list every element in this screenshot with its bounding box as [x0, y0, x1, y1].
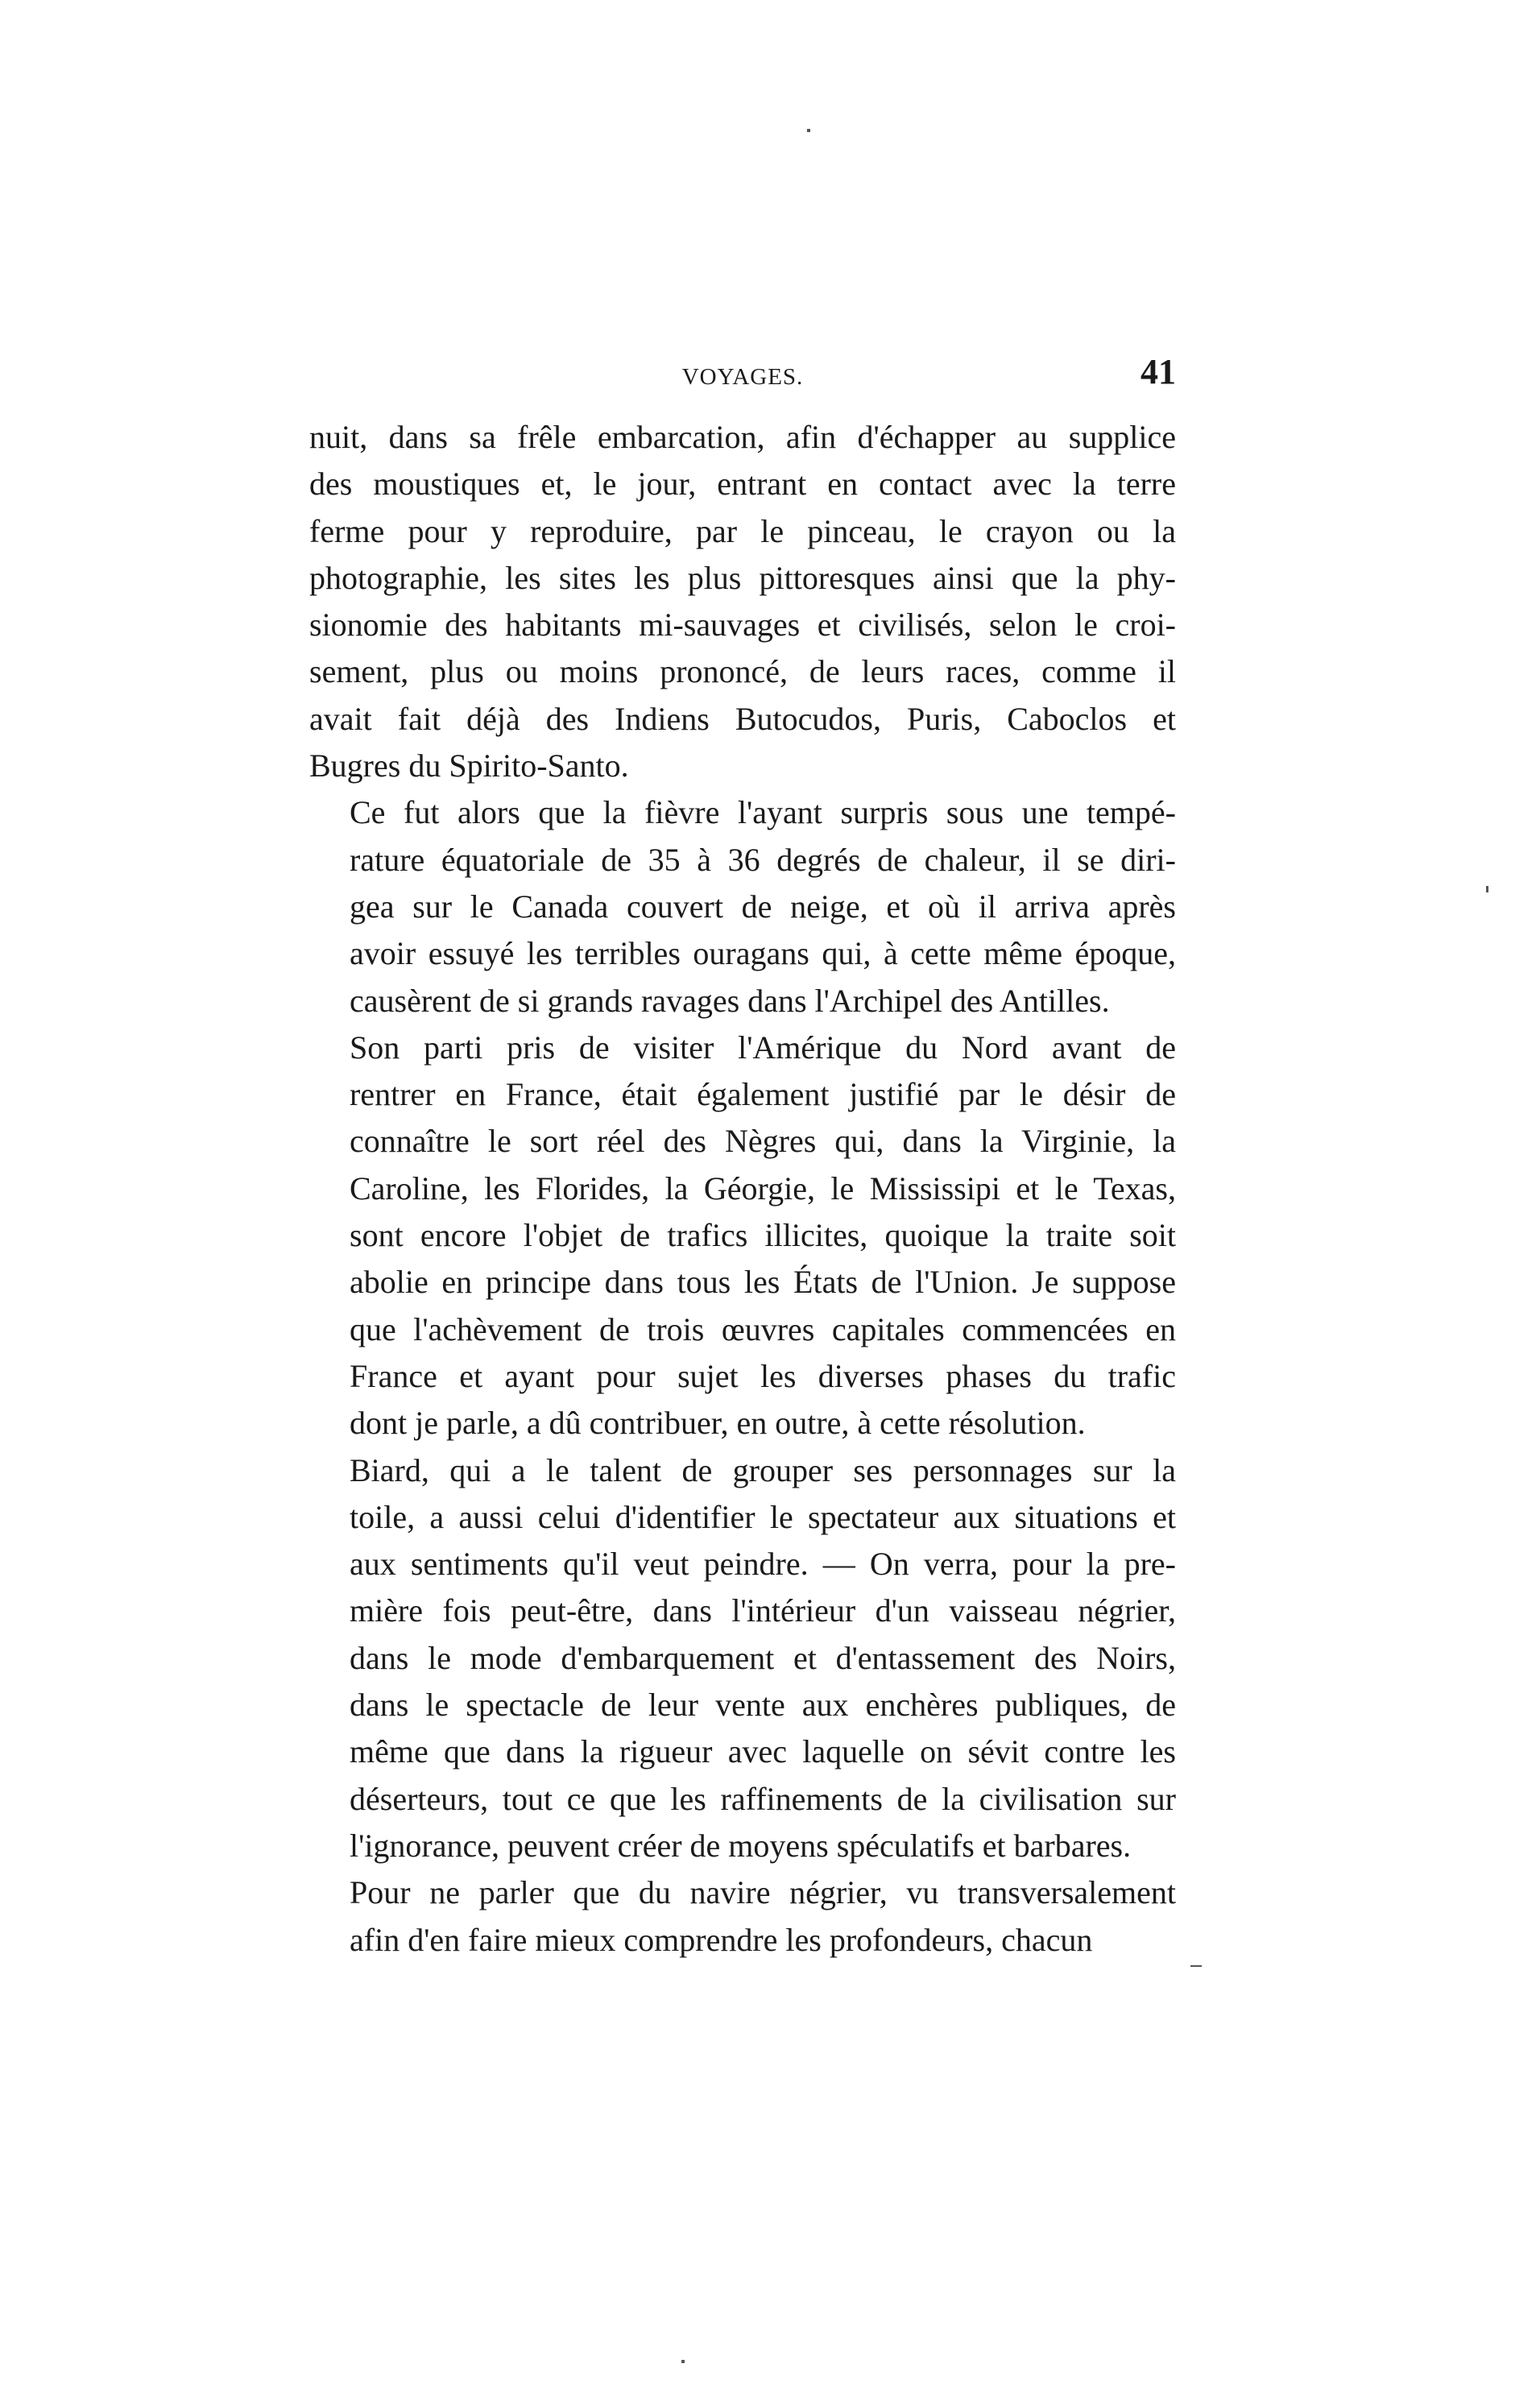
text-line: France et ayant pour sujet les diverses phases du trafic [350, 1357, 1176, 1394]
text-line: l'ignorance, peuvent créer de moyens spéculatifs et barbares. [350, 1827, 1132, 1864]
text-line: gea sur le Canada couvert de neige, et où il arriva après [350, 888, 1176, 925]
paragraph [309, 789, 1176, 1024]
scan-speck [1190, 1965, 1202, 1967]
text-line: causèrent de si grands ravages dans l'Archipel des Antilles. [350, 982, 1110, 1019]
text-line: avait fait déjà des Indiens Butocudos, Puris, Caboclos et [309, 700, 1176, 737]
text-line: photographie, les sites les plus pittoresques ainsi que la phy- [309, 559, 1176, 596]
text-line: aux sentiments qu'il veut peindre. — On verra, pour la pre- [350, 1546, 1176, 1583]
scan-speck [681, 2360, 685, 2363]
text-line: Biard, qui a le talent de grouper ses personnages sur la [350, 1451, 1176, 1488]
text-line: même que dans la rigueur avec laquelle on sévit contre les [350, 1733, 1176, 1770]
paragraph [309, 1025, 1176, 1447]
text-line: connaître le sort réel des Nègres qui, dans la Virginie, la [350, 1123, 1176, 1160]
text-line: sont encore l'objet de trafics illicites, quoique la traite soit [350, 1217, 1176, 1254]
paragraph [309, 1869, 1176, 1964]
scan-speck [1486, 886, 1488, 892]
text-line: dans le mode d'embarquement et d'entassement des Noirs, [350, 1639, 1176, 1676]
page-number: 41 [1141, 352, 1176, 391]
text-line: Son parti pris de visiter l'Amérique du Nord avant de [350, 1029, 1176, 1066]
text-line: des moustiques et, le jour, entrant en contact avec la terre [309, 466, 1176, 503]
text-line: ferme pour y reproduire, par le pinceau, le crayon ou la [309, 512, 1176, 549]
text-line: rentrer en France, était également justifié par le désir de [350, 1076, 1176, 1113]
text-line: déserteurs, tout ce que les raffinements de la civilisation sur [350, 1780, 1176, 1817]
text-line: avoir essuyé les terribles ouragans qui, à cette même époque, [350, 935, 1176, 972]
text-line: Bugres du Spirito-Santo. [309, 747, 629, 784]
text-line: rature équatoriale de 35 à 36 degrés de chaleur, il se diri- [350, 841, 1176, 878]
body-text [309, 414, 1176, 1964]
running-title: VOYAGES. [681, 364, 804, 390]
text-line: sionomie des habitants mi-sauvages et civilisés, selon le croi- [309, 606, 1176, 644]
paragraph [309, 1447, 1176, 1870]
text-line: afin d'en faire mieux comprendre les profondeurs, chacun [350, 1921, 1093, 1958]
text-line: mière fois peut-être, dans l'intérieur d'un vaisseau négrier, [350, 1592, 1176, 1629]
text-line: dans le spectacle de leur vente aux enchères publiques, de [350, 1687, 1176, 1724]
text-line: que l'achèvement de trois œuvres capitales commencées en [350, 1310, 1176, 1347]
text-line: toile, a aussi celui d'identifier le spectateur aux situations et [350, 1498, 1176, 1535]
scan-speck [807, 129, 810, 132]
text-line: Caroline, les Florides, la Géorgie, le Mississipi et le Texas, [350, 1169, 1176, 1207]
text-line: dont je parle, a dû contribuer, en outre, à cette résolution. [350, 1405, 1086, 1442]
page-header [309, 351, 1176, 399]
text-line: abolie en principe dans tous les États de l'Union. Je suppose [350, 1264, 1176, 1301]
paragraph [309, 414, 1176, 789]
text-line: nuit, dans sa frêle embarcation, afin d'échapper au supplice [309, 419, 1176, 455]
text-line: Pour ne parler que du navire négrier, vu transversalement [350, 1874, 1176, 1911]
text-line: Ce fut alors que la fièvre l'ayant surpris sous une tempé- [350, 794, 1176, 831]
text-line: sement, plus ou moins prononcé, de leurs races, comme il [309, 653, 1176, 690]
